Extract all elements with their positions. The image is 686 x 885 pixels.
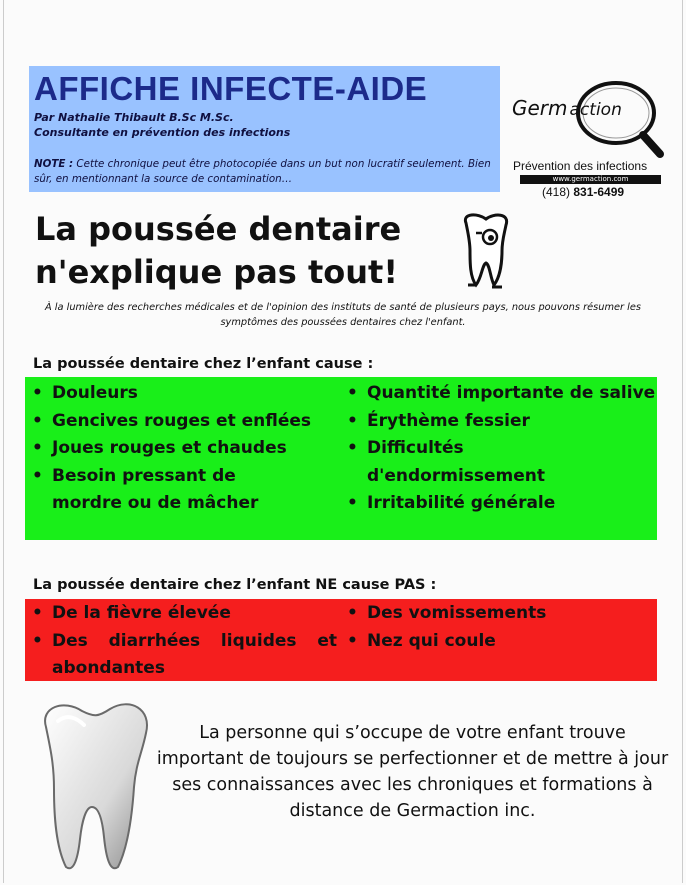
list-item: • Des vomissements [347, 603, 547, 623]
main-title-line2: n'explique pas tout! [35, 253, 398, 291]
main-title [35, 208, 401, 294]
intro-text: À la lumière des recherches médicales et de l'opinion des instituts de santé de plusieurs pays, nous pouvons résumer les symptômes des poussées dentaires chez l'enfant. [44, 302, 642, 328]
poster-title: AFFICHE INFECTE-AIDE [34, 70, 428, 107]
list-item: • Gencives rouges et enflées [32, 410, 312, 431]
causes-right-list [340, 380, 655, 518]
cartoon-tooth-icon [456, 211, 516, 291]
causes-title: La poussée dentaire chez l’enfant cause : [33, 356, 374, 372]
list-item: • Irritabilité générale [347, 493, 556, 513]
note-label: NOTE : [34, 158, 74, 170]
note-text: Cette chronique peut être photocopiée dans un but non lucratif seulement. Bien sûr, en mentionnant la source de contamination… [34, 158, 491, 185]
logo-tagline: Prévention des infections [513, 159, 648, 173]
list-item: • De la fièvre élevée [32, 603, 231, 623]
header-note [34, 157, 494, 187]
tooth-icon [34, 697, 154, 877]
list-item: • Nez qui coule [347, 630, 496, 651]
list-item: • Douleurs [32, 383, 138, 403]
not-causes-right-list [340, 600, 655, 655]
list-item: • Besoin pressant de mordre ou de mâcher [32, 465, 259, 513]
not-causes-title: La poussée dentaire chez l’enfant NE cause PAS : [33, 577, 437, 593]
logo-phone: (418) 831-6499 [542, 185, 625, 199]
germaction-logo [508, 78, 668, 198]
main-title-line1: La poussée dentaire [35, 210, 402, 248]
logo-website: www.germaction.com [520, 175, 661, 184]
causes-box [25, 377, 657, 540]
list-item: • Quantité importante de salive [347, 383, 656, 403]
not-causes-box [25, 599, 657, 681]
list-item: • Difficultés d'endormissement [347, 438, 546, 486]
logo-wordmark: Germ action [512, 96, 622, 120]
author-name: Par Nathalie Thibault B.Sc M.Sc. [34, 111, 234, 124]
author-block [34, 110, 290, 140]
author-role: Consultante en prévention des infections [34, 126, 291, 139]
footer-text: La personne qui s’occupe de votre enfant trouve important de toujours se perfectionner et de mettre à jour ses connaissances avec les chroniques et formations à distance de Germaction inc. [156, 723, 669, 821]
header-box [29, 66, 500, 192]
list-item: • Des diarrhées liquides et abondantes [32, 630, 337, 678]
list-item: • Joues rouges et chaudes [32, 438, 287, 458]
not-causes-left-list [25, 600, 345, 683]
causes-left-list [25, 380, 345, 518]
list-item: • Érythème fessier [347, 410, 530, 431]
